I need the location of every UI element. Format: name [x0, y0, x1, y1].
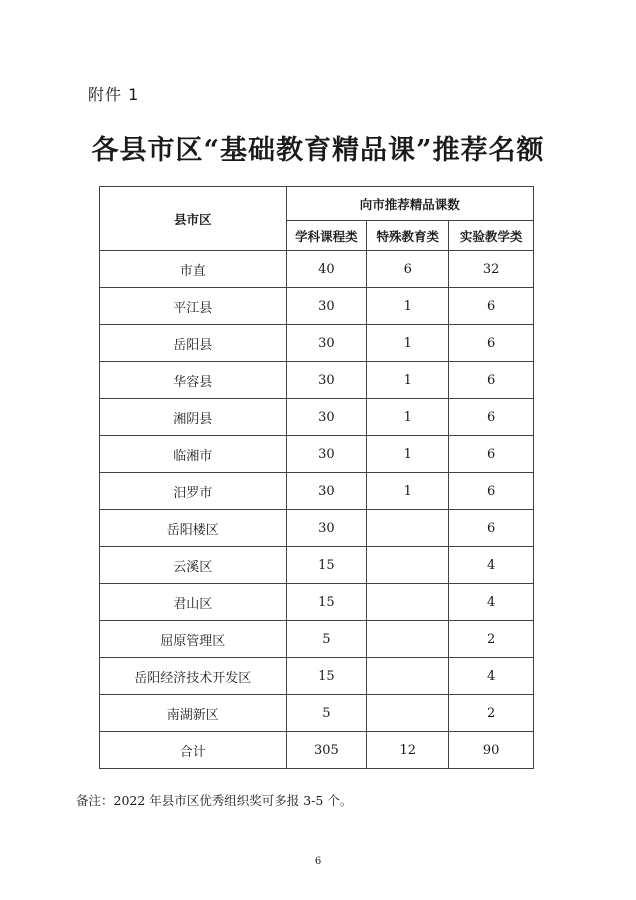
- special-count: [367, 547, 449, 584]
- subject-total: 305: [286, 732, 367, 769]
- special-count: [367, 695, 449, 732]
- county-name: 岳阳县: [100, 325, 287, 362]
- subject-count: 30: [286, 362, 367, 399]
- table-row: [100, 547, 534, 584]
- county-name: 华容县: [100, 362, 287, 399]
- county-name: 君山区: [100, 584, 287, 621]
- county-name: 临湘市: [100, 436, 287, 473]
- total-label: 合计: [100, 732, 287, 769]
- experiment-count: 4: [449, 584, 534, 621]
- experiment-count: 6: [449, 288, 534, 325]
- footnote: 备注：2022 年县市区优秀组织奖可多报 3-5 个。: [76, 793, 353, 808]
- subject-count: 30: [286, 436, 367, 473]
- county-name: 汨罗市: [100, 473, 287, 510]
- experiment-count: 6: [449, 510, 534, 547]
- subject-count: 5: [286, 621, 367, 658]
- table-row: [100, 399, 534, 436]
- table-row: [100, 695, 534, 732]
- subject-count: 30: [286, 399, 367, 436]
- experiment-count: 4: [449, 547, 534, 584]
- column-header-subject: 学科课程类: [286, 221, 367, 251]
- subject-count: 30: [286, 288, 367, 325]
- experiment-count: 2: [449, 695, 534, 732]
- special-count: [367, 621, 449, 658]
- table-row: [100, 510, 534, 547]
- experiment-count: 6: [449, 362, 534, 399]
- experiment-count: 2: [449, 621, 534, 658]
- county-header: 县市区: [100, 187, 287, 251]
- special-count: 1: [367, 473, 449, 510]
- special-count: 1: [367, 288, 449, 325]
- county-name: 平江县: [100, 288, 287, 325]
- subject-count: 40: [286, 251, 367, 288]
- subject-count: 30: [286, 510, 367, 547]
- special-count: 6: [367, 251, 449, 288]
- county-name: 南湖新区: [100, 695, 287, 732]
- county-name: 屈原管理区: [100, 621, 287, 658]
- page-number: 6: [314, 856, 322, 867]
- table-row: [100, 288, 534, 325]
- special-count: [367, 510, 449, 547]
- experiment-count: 32: [449, 251, 534, 288]
- table-row: [100, 436, 534, 473]
- group-header: 向市推荐精品课数: [286, 187, 533, 221]
- special-count: [367, 658, 449, 695]
- table-row: [100, 251, 534, 288]
- special-count: 1: [367, 399, 449, 436]
- subject-count: 15: [286, 547, 367, 584]
- table-row: [100, 325, 534, 362]
- experiment-count: 6: [449, 325, 534, 362]
- county-name: 岳阳经济技术开发区: [100, 658, 287, 695]
- experiment-count: 4: [449, 658, 534, 695]
- subject-count: 30: [286, 473, 367, 510]
- table-row: [100, 473, 534, 510]
- special-count: 1: [367, 436, 449, 473]
- subject-count: 15: [286, 658, 367, 695]
- county-name: 云溪区: [100, 547, 287, 584]
- document-title: 各县市区“基础教育精品课”推荐名额: [91, 135, 545, 166]
- county-name: 湘阴县: [100, 399, 287, 436]
- experiment-total: 90: [449, 732, 534, 769]
- table-row: [100, 658, 534, 695]
- experiment-count: 6: [449, 436, 534, 473]
- experiment-count: 6: [449, 399, 534, 436]
- experiment-count: 6: [449, 473, 534, 510]
- special-count: [367, 584, 449, 621]
- subject-count: 30: [286, 325, 367, 362]
- table-row: [100, 362, 534, 399]
- county-name: 岳阳楼区: [100, 510, 287, 547]
- table-row: [100, 621, 534, 658]
- subject-count: 15: [286, 584, 367, 621]
- special-total: 12: [367, 732, 449, 769]
- special-count: 1: [367, 325, 449, 362]
- county-name: 市直: [100, 251, 287, 288]
- table-row: [100, 584, 534, 621]
- attachment-label: 附件 1: [88, 85, 140, 104]
- column-header-experiment: 实验教学类: [449, 221, 534, 251]
- subject-count: 5: [286, 695, 367, 732]
- total-row: [100, 732, 534, 769]
- quota-table: [99, 186, 534, 769]
- special-count: 1: [367, 362, 449, 399]
- column-header-special: 特殊教育类: [367, 221, 449, 251]
